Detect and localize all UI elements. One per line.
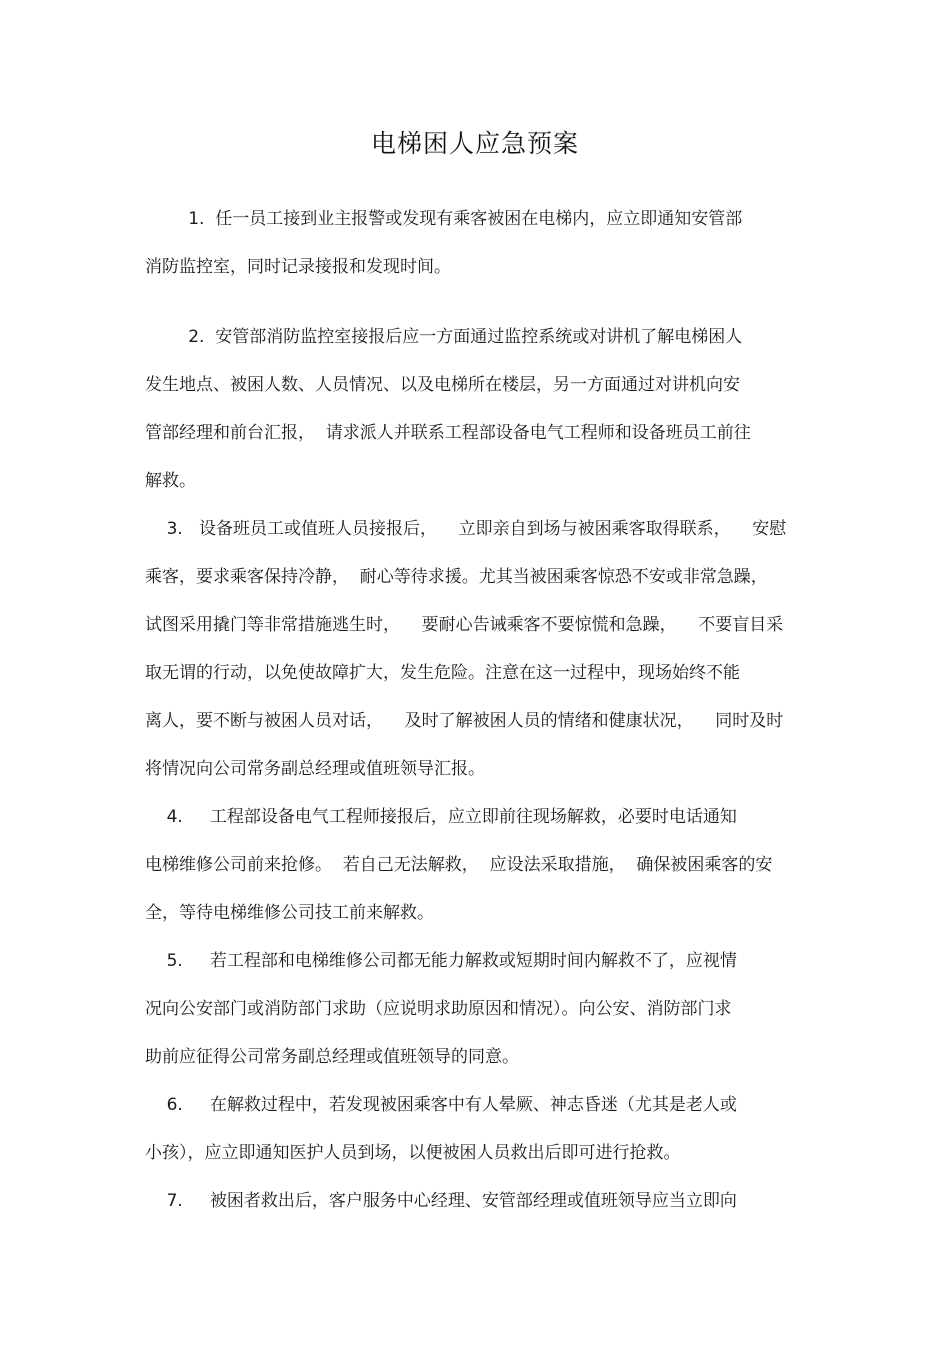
text-line: 7. 被困者救出后，客户服务中心经理、安管部经理或值班领导应当立即向 [145,1191,737,1211]
text-line: 3. 设备班员工或值班人员接报后， 立即亲自到场与被困乘客取得联系， 安慰 [145,519,787,539]
text-line: 4. 工程部设备电气工程师接报后，应立即前往现场解救，必要时电话通知 [145,807,737,827]
text-line: 试图采用撬门等非常措施逃生时， 要耐心告诫乘客不要惊慌和急躁， 不要盲目采 [145,615,784,635]
text-line: 助前应征得公司常务副总经理或值班领导的同意。 [145,1047,519,1067]
text-line: 取无谓的行动，以免使故障扩大，发生危险。注意在这一过程中，现场始终不能 [145,663,740,683]
text-line: 消防监控室，同时记录接报和发现时间。 [145,257,451,277]
text-line: 5. 若工程部和电梯维修公司都无能力解救或短期时间内解救不了，应视情 [145,951,737,971]
text-line: 全，等待电梯维修公司技工前来解救。 [145,903,434,923]
text-line: 况向公安部门或消防部门求助（应说明求助原因和情况）。向公安、消防部门求 [145,999,732,1019]
text-line: 6. 在解救过程中，若发现被困乘客中有人晕厥、神志昏迷（尤其是老人或 [145,1095,737,1115]
text-line: 乘客，要求乘客保持冷静， 耐心等待求援。尤其当被困乘客惊恐不安或非常急躁， [145,567,768,587]
text-line: 离人，要不断与被困人员对话， 及时了解被困人员的情绪和健康状况， 同时及时 [145,711,784,731]
text-line: 小孩），应立即通知医护人员到场，以便被困人员救出后即可进行抢救。 [145,1143,681,1163]
text-line: 2. 安管部消防监控室接报后应一方面通过监控系统或对讲机了解电梯困人 [145,327,743,347]
text-line: 将情况向公司常务副总经理或值班领导汇报。 [145,759,485,779]
text-line: 发生地点、被困人数、人员情况、以及电梯所在楼层，另一方面通过对讲机向安 [145,375,740,395]
document-title: 电梯困人应急预案 [370,129,579,158]
text-line: 电梯维修公司前来抢修。 若自己无法解救， 应设法采取措施， 确保被困乘客的安 [145,855,773,875]
text-line: 1. 任一员工接到业主报警或发现有乘客被困在电梯内，应立即通知安管部 [145,209,743,229]
text-line: 解救。 [145,471,196,491]
text-line: 管部经理和前台汇报， 请求派人并联系工程部设备电气工程师和设备班员工前往 [145,423,751,443]
